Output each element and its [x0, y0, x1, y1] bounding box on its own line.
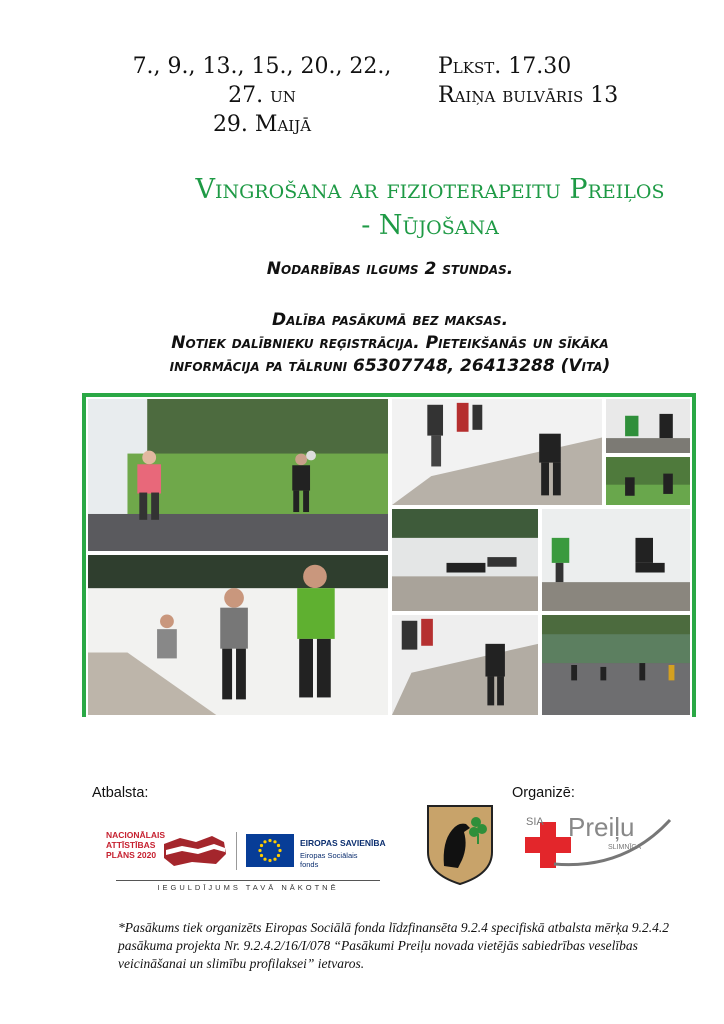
- photo-park-walk: [86, 397, 390, 553]
- logo-separator: [236, 832, 237, 870]
- title-line-1: Vingrošana ar fizioterapeitu Preiļos: [195, 174, 665, 205]
- photo-stairs-group: [390, 397, 604, 507]
- photo-amphitheater: [540, 613, 692, 717]
- funding-footnote: *Pasākums tiek organizēts Eiropas Sociālā fonda līdzfinansēta 9.2.4 specifiskā atbalsta mērķa 9.2.4.2 pasākuma projekta Nr. 9.2.4.2/16/I/078 “Pasākumi Preiļu novada vietējās sabiedrības veselības veicināšanai un slimību profilaksei” ietvaros.: [118, 920, 669, 971]
- event-time-place: [438, 52, 698, 110]
- event-dates: [112, 52, 412, 139]
- dates-line-1: 7., 9., 13., 15., 20., 22., 27. un: [132, 54, 392, 108]
- organizer-label: Organizē:: [512, 785, 575, 801]
- support-label: Atbalsta:: [92, 785, 149, 801]
- event-time: Plkst. 17.30: [438, 54, 572, 79]
- investment-slogan: IEGULDĪJUMS TAVĀ NĀKOTNĒ: [116, 880, 380, 892]
- title-line-2: - Nūjošana: [361, 210, 499, 241]
- photo-wall-stretch: [604, 397, 692, 455]
- eu-flag-icon: [246, 834, 294, 867]
- registration-text: Notiek dalībnieku reģistrācija. Pieteikšanās un sīkāka: [171, 333, 609, 353]
- photo-collage: [82, 393, 696, 717]
- photo-grass-stretch: [604, 455, 692, 507]
- hospital-sub: SLIMNĪCA: [608, 844, 642, 851]
- photo-lunge: [540, 507, 692, 613]
- dates-line-2: 29. Maijā: [212, 112, 312, 137]
- nap-line-1: NACIONĀLAIS: [106, 830, 166, 840]
- info-block: [60, 309, 720, 378]
- eu-subtitle: Eiropas Sociālais fonds: [300, 851, 358, 869]
- photo-group-poles: [86, 553, 390, 717]
- page-title: [150, 172, 710, 244]
- eu-title: EIROPAS SAVIENĪBA: [300, 838, 386, 848]
- event-place: Raiņa bulvāris 13: [438, 83, 619, 108]
- eu-text: [300, 838, 386, 869]
- free-text: Dalība pasākumā bez maksas.: [271, 310, 509, 330]
- duration-text: Nodarbības ilgums 2 stundas.: [266, 259, 514, 279]
- hospital-logo: [524, 808, 674, 870]
- hospital-name: Preiļu: [568, 812, 635, 842]
- nap-line-3: PLĀNS 2020: [106, 850, 157, 860]
- photo-stairs-walk: [390, 613, 540, 717]
- preili-coat-of-arms-icon: [424, 802, 496, 886]
- hospital-sia: SIA: [526, 816, 544, 828]
- photo-stairs-plank: [390, 507, 540, 613]
- nap-line-2: ATTĪSTĪBAS: [106, 840, 156, 850]
- contact-text: informācija pa tālruni 65307748, 26413288 (Vita): [169, 356, 611, 376]
- latvia-map-icon: [162, 834, 228, 868]
